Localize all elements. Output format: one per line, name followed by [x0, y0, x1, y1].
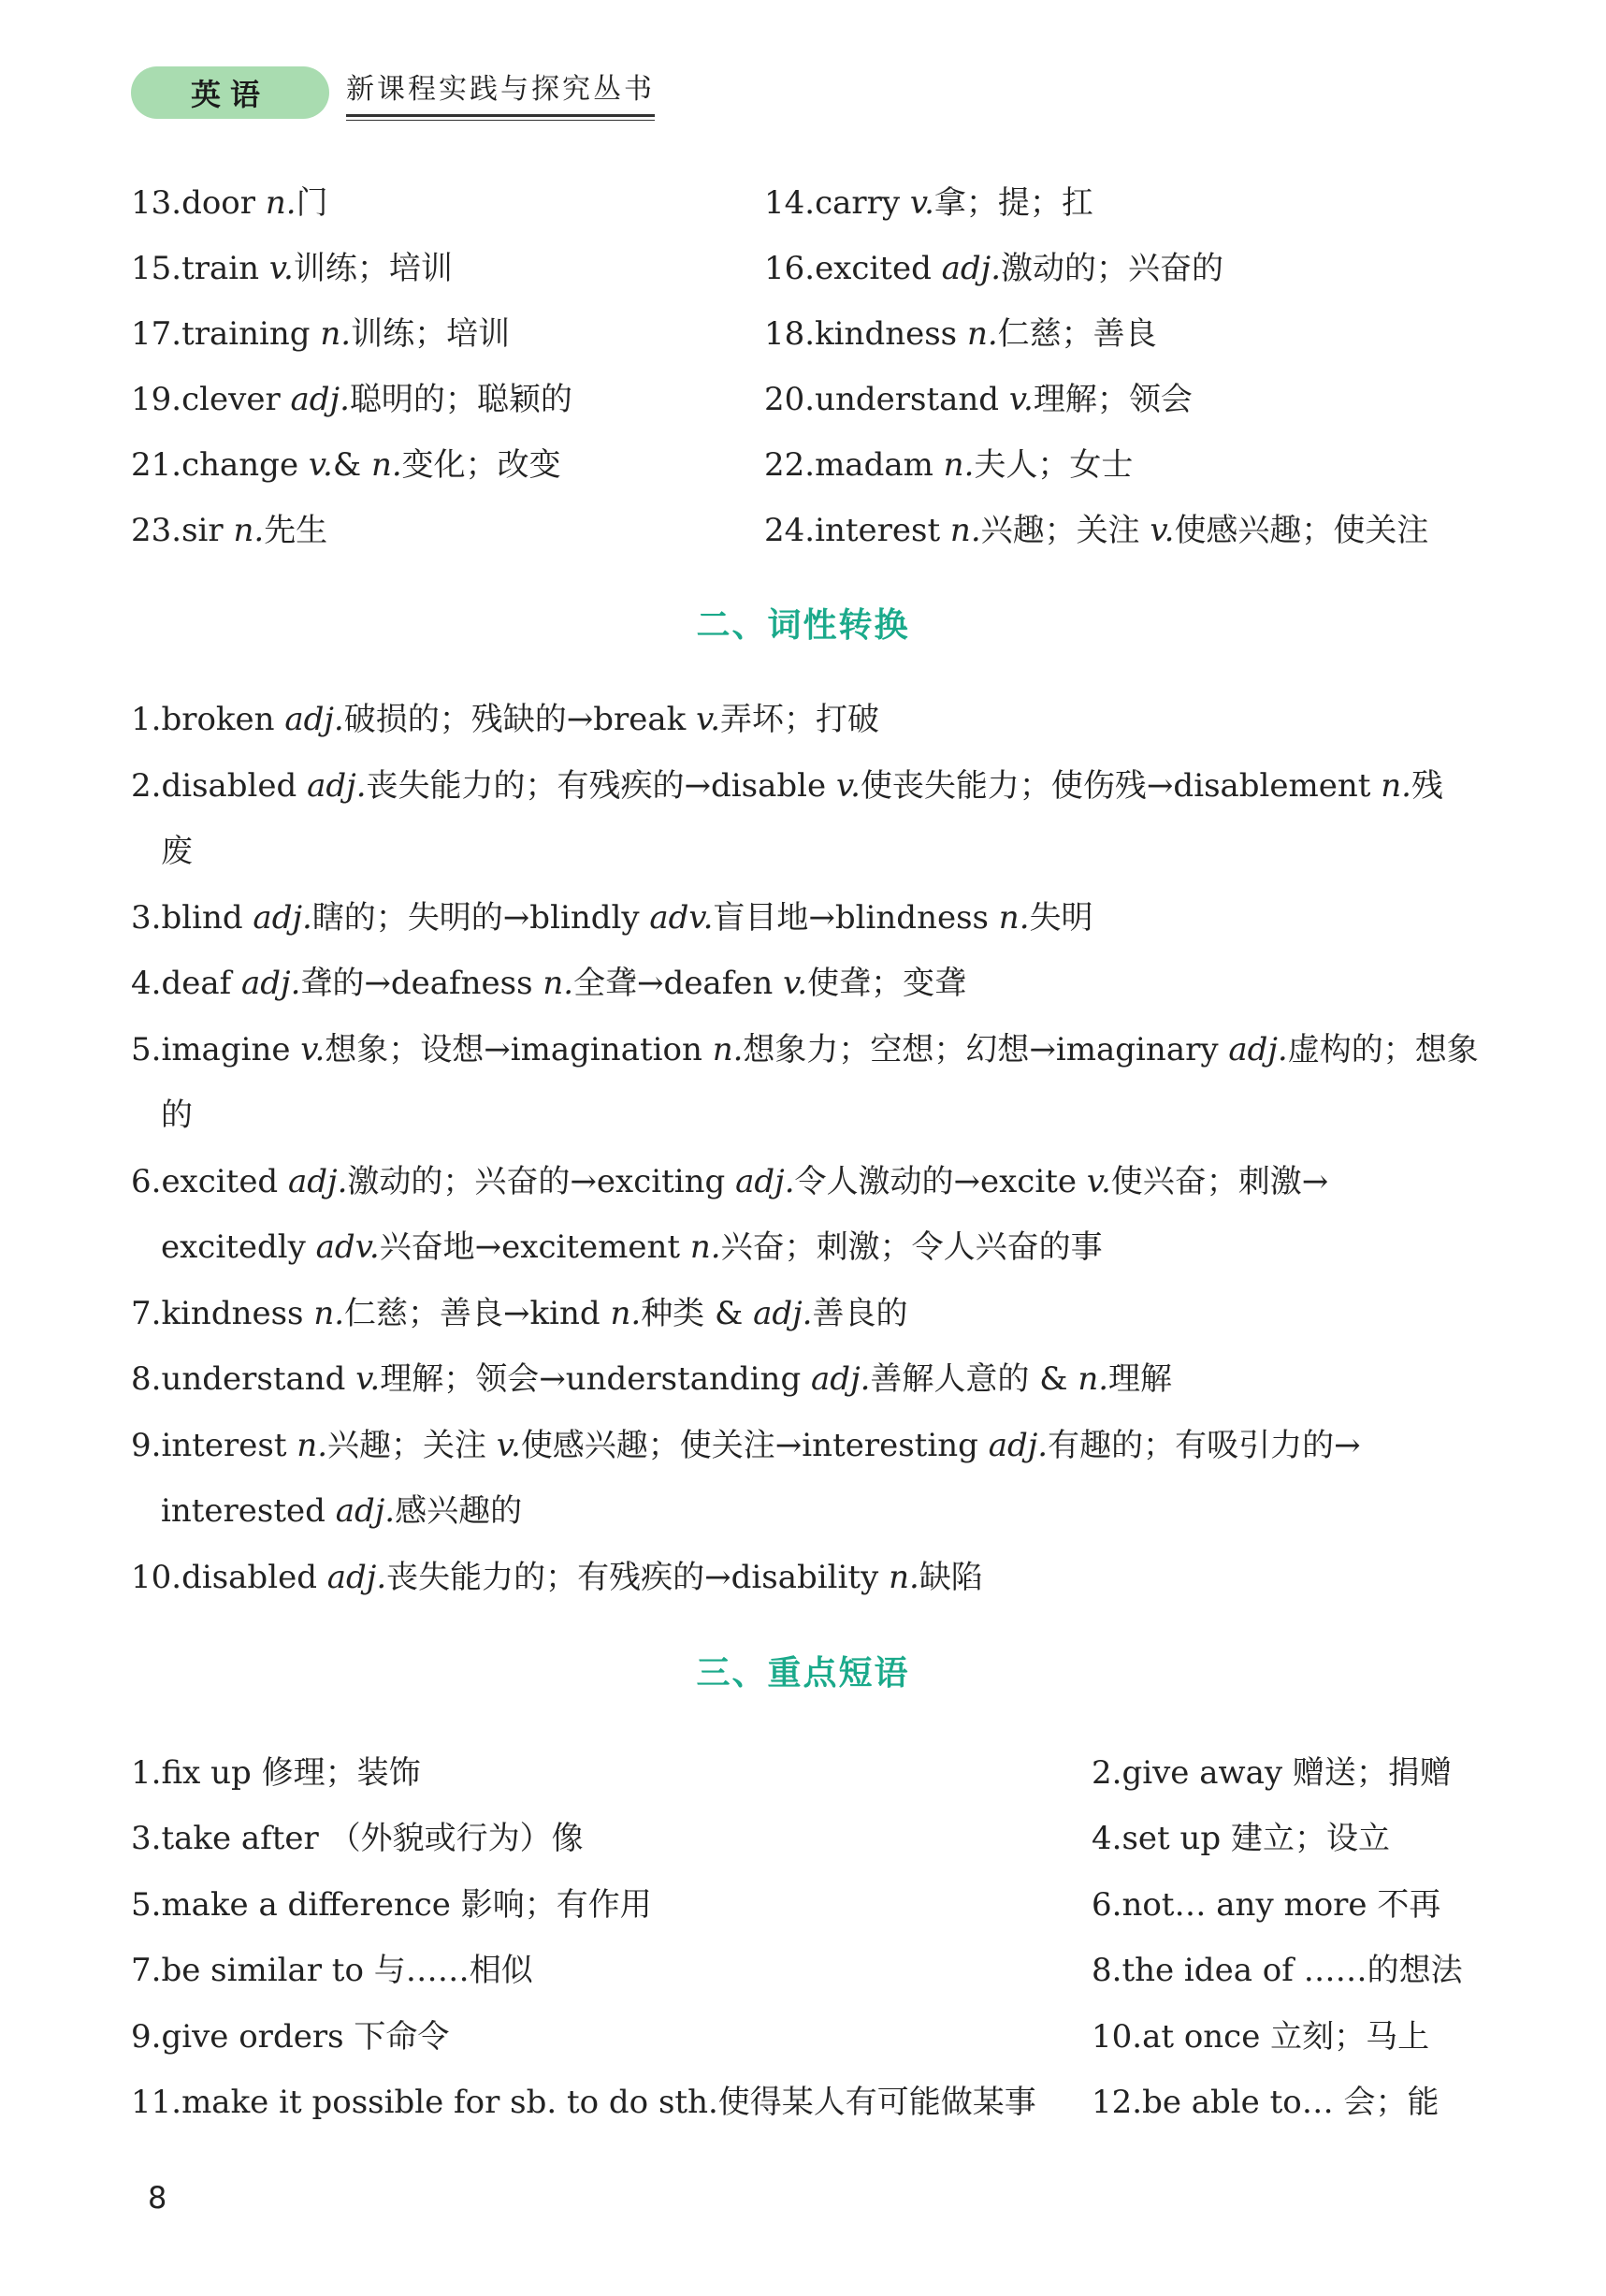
- vocab-row: [131, 232, 1478, 298]
- part-of-speech: v.: [909, 183, 934, 222]
- part-of-speech: v.: [308, 445, 333, 484]
- vocab-item: 15.train v.训练；培训: [131, 249, 453, 287]
- vocab-list: [131, 167, 1478, 559]
- part-of-speech: n.: [233, 511, 265, 549]
- section-title-conversion: 二、词性转换: [696, 606, 910, 645]
- vocab-item: 23.sir n.先生: [131, 511, 328, 549]
- part-of-speech: v.: [1150, 511, 1175, 549]
- part-of-speech: n.: [689, 1228, 721, 1266]
- part-of-speech: v.: [783, 965, 808, 1002]
- part-of-speech: adj.: [753, 1294, 813, 1332]
- part-of-speech: n.: [998, 898, 1030, 937]
- vocab-item: 22.madam n.夫人；女士: [764, 445, 1134, 484]
- part-of-speech: n.: [966, 314, 998, 353]
- phrase-item: 12.be able to… 会；能: [1092, 2084, 1440, 2122]
- conversion-item-continued: interested adj.感兴趣的: [161, 1492, 523, 1530]
- part-of-speech: n.: [889, 1558, 919, 1596]
- part-of-speech: adj.: [288, 1162, 348, 1200]
- part-of-speech: n.: [543, 965, 574, 1002]
- phrase-item: 2.give away 赠送；捐赠: [1092, 1753, 1452, 1792]
- conversion-item: 4.deaf adj.聋的→deafness n.全聋→deafen v.使聋；变聋: [131, 965, 967, 1002]
- conversion-item: 5.imagine v.想象；设想→imagination n.想象力；空想；幻想→imaginary adj.虚构的；想象: [131, 1030, 1479, 1068]
- part-of-speech: adj.: [241, 965, 301, 1002]
- phrase-item: 8.the idea of ……的想法: [1092, 1952, 1463, 1990]
- part-of-speech: adj.: [290, 380, 350, 418]
- vocab-item: 20.understand v.理解；领会: [764, 380, 1193, 418]
- part-of-speech: n.: [943, 445, 975, 484]
- series-title-block: [346, 65, 655, 121]
- part-of-speech: adj.: [1228, 1030, 1288, 1068]
- phrase-item: 1.fix up 修理；装饰: [131, 1753, 421, 1792]
- vocab-row: [131, 494, 1478, 559]
- vocab-item: 24.interest n.兴趣；关注 v.使感兴趣；使关注: [764, 511, 1429, 549]
- vocab-row: [131, 167, 1478, 232]
- series-underline-thin: [346, 120, 655, 121]
- phrase-item: 5.make a difference 影响；有作用: [131, 1885, 652, 1924]
- phrase-item: 6.not… any more 不再: [1092, 1885, 1441, 1924]
- page-number: 8: [148, 2180, 167, 2216]
- part-of-speech: v.: [1008, 380, 1034, 418]
- phrase-item: 10.at once 立刻；马上: [1092, 2017, 1430, 2056]
- vocab-item: 14.carry v.拿；提；扛: [764, 183, 1093, 222]
- series-title: 新课程实践与探究丛书: [346, 72, 655, 106]
- vocab-item: 19.clever adj.聪明的；聪颖的: [131, 380, 572, 418]
- part-of-speech: adj.: [335, 1492, 396, 1530]
- part-of-speech: adj.: [253, 898, 312, 937]
- phrase-list: [131, 1737, 1497, 2132]
- part-of-speech: n.: [265, 183, 297, 222]
- part-of-speech: adj.: [326, 1558, 387, 1596]
- part-of-speech: n.: [320, 314, 352, 353]
- conversion-list: [131, 687, 1497, 1610]
- phrase-item: 9.give orders 下命令: [131, 2017, 450, 2056]
- conversion-item-continued: 废: [161, 833, 193, 870]
- part-of-speech: adj.: [307, 766, 367, 805]
- conversion-item: 2.disabled adj.丧失能力的；有残疾的→disable v.使丧失能力；使伤残→disablement n.残: [131, 766, 1443, 805]
- conversion-item: 6.excited adj.激动的；兴奋的→exciting adj.令人激动的→excite v.使兴奋；刺激→: [131, 1162, 1329, 1200]
- part-of-speech: adj.: [811, 1360, 871, 1398]
- vocab-item: 18.kindness n.仁慈；善良: [764, 314, 1157, 353]
- part-of-speech: v.: [496, 1426, 521, 1464]
- part-of-speech: n.: [370, 445, 402, 484]
- phrase-item: 4.set up 建立；设立: [1092, 1820, 1390, 1858]
- part-of-speech: v.: [355, 1360, 381, 1398]
- vocab-row: [131, 298, 1478, 363]
- part-of-speech: adj.: [284, 701, 344, 738]
- phrase-row: [131, 2067, 1497, 2133]
- phrase-row: [131, 2000, 1497, 2067]
- part-of-speech: n.: [297, 1426, 328, 1464]
- conversion-item: 3.blind adj.瞎的；失明的→blindly adv.盲目地→blindness n.失明: [131, 898, 1093, 937]
- conversion-item-continued: excitedly adv.兴奋地→excitement n.兴奋；刺激；令人兴奋的事: [161, 1228, 1103, 1266]
- phrase-item: 3.take after （外貌或行为）像: [131, 1820, 584, 1858]
- phrase-item: 7.be similar to 与……相似: [131, 1952, 533, 1990]
- part-of-speech: v.: [696, 701, 721, 738]
- part-of-speech: n.: [1078, 1360, 1109, 1398]
- phrase-item: 11.make it possible for sb. to do sth.使得某人有可能做某事: [131, 2084, 1036, 2122]
- vocab-item: 17.training n.训练；培训: [131, 314, 511, 353]
- conversion-item: 9.interest n.兴趣；关注 v.使感兴趣；使关注→interesting adj.有趣的；有吸引力的→: [131, 1426, 1361, 1464]
- part-of-speech: v.: [268, 249, 294, 287]
- part-of-speech: adv.: [315, 1228, 380, 1266]
- part-of-speech: adv.: [649, 898, 714, 937]
- part-of-speech: v.: [300, 1030, 326, 1068]
- vocab-row: [131, 363, 1478, 429]
- subject-badge: 英语: [131, 66, 329, 119]
- part-of-speech: n.: [610, 1294, 642, 1332]
- conversion-item: 1.broken adj.破损的；残缺的→break v.弄坏；打破: [131, 701, 880, 738]
- part-of-speech: n.: [313, 1294, 345, 1332]
- phrase-row: [131, 1935, 1497, 2001]
- conversion-item-continued: 的: [161, 1097, 193, 1134]
- conversion-item: 7.kindness n.仁慈；善良→kind n.种类 & adj.善良的: [131, 1294, 908, 1332]
- part-of-speech: n.: [949, 511, 981, 549]
- series-underline: [346, 114, 655, 117]
- page-header: [131, 64, 655, 122]
- vocab-row: [131, 429, 1478, 494]
- part-of-speech: v.: [1086, 1162, 1111, 1200]
- section-title-phrases: 三、重点短语: [696, 1654, 910, 1693]
- part-of-speech: n.: [1381, 766, 1411, 805]
- conversion-item: 10.disabled adj.丧失能力的；有残疾的→disability n.缺陷: [131, 1558, 983, 1596]
- vocab-item: 13.door n.门: [131, 183, 328, 222]
- phrase-row: [131, 1803, 1497, 1869]
- phrase-row: [131, 1868, 1497, 1935]
- part-of-speech: adj.: [988, 1426, 1049, 1464]
- conversion-item: 8.understand v.理解；领会→understanding adj.善解人意的 & n.理解: [131, 1360, 1173, 1398]
- vocab-item: 16.excited adj.激动的；兴奋的: [764, 249, 1224, 287]
- phrase-row: [131, 1737, 1497, 1803]
- part-of-speech: adj.: [941, 249, 1002, 287]
- vocab-item: 21.change v.& n.变化；改变: [131, 445, 561, 484]
- part-of-speech: v.: [835, 766, 861, 805]
- part-of-speech: adj.: [735, 1162, 795, 1200]
- part-of-speech: n.: [712, 1030, 744, 1068]
